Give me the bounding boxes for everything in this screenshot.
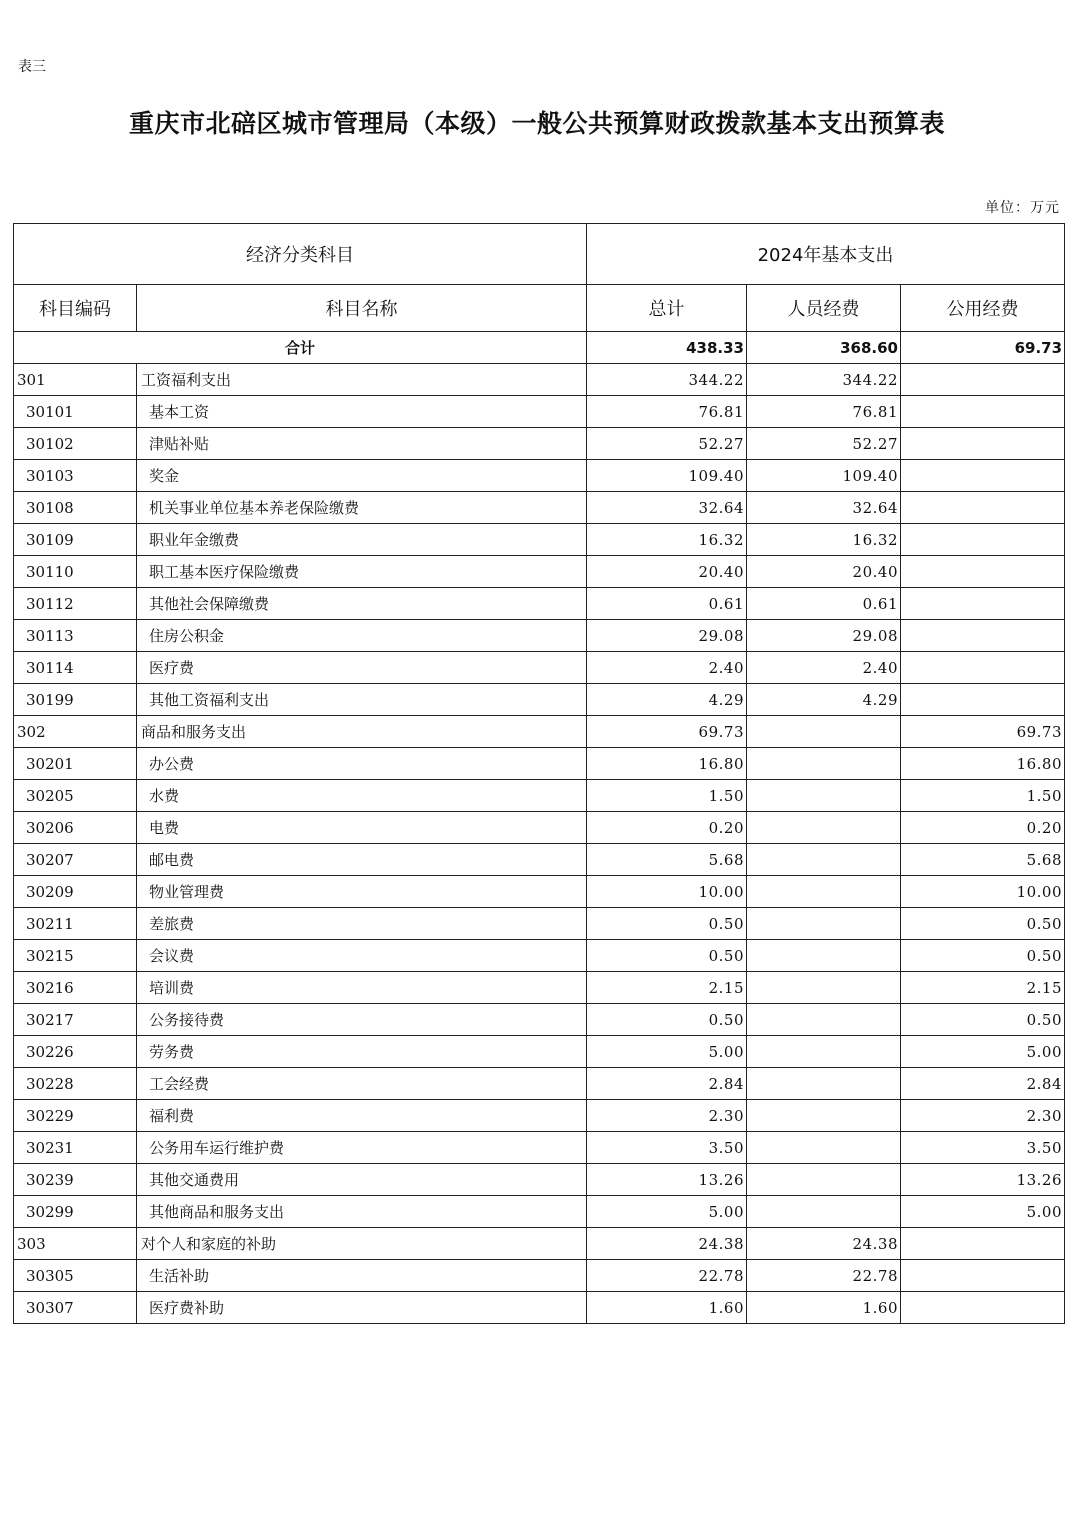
row-code: 30109 <box>14 524 137 556</box>
row-total: 4.29 <box>587 684 747 716</box>
row-personnel: 344.22 <box>747 364 901 396</box>
table-row <box>14 1228 1065 1260</box>
row-public: 2.15 <box>901 972 1065 1004</box>
row-code: 30108 <box>14 492 137 524</box>
row-name: 工资福利支出 <box>137 364 587 396</box>
row-total: 10.00 <box>587 876 747 908</box>
row-personnel: 16.32 <box>747 524 901 556</box>
row-public: 5.00 <box>901 1196 1065 1228</box>
header-code: 科目编码 <box>14 285 137 332</box>
row-code: 30239 <box>14 1164 137 1196</box>
row-total: 22.78 <box>587 1260 747 1292</box>
row-code: 30211 <box>14 908 137 940</box>
row-code: 30205 <box>14 780 137 812</box>
row-public <box>901 492 1065 524</box>
row-code: 302 <box>14 716 137 748</box>
row-public: 3.50 <box>901 1132 1065 1164</box>
table-row <box>14 1068 1065 1100</box>
header-column-row <box>14 285 1065 332</box>
row-name: 职业年金缴费 <box>137 524 587 556</box>
row-total: 0.61 <box>587 588 747 620</box>
row-personnel <box>747 908 901 940</box>
row-name: 职工基本医疗保险缴费 <box>137 556 587 588</box>
row-public: 1.50 <box>901 780 1065 812</box>
row-personnel <box>747 1036 901 1068</box>
row-name: 奖金 <box>137 460 587 492</box>
row-code: 30231 <box>14 1132 137 1164</box>
row-total: 76.81 <box>587 396 747 428</box>
row-public <box>901 1228 1065 1260</box>
total-public: 69.73 <box>901 332 1065 364</box>
row-public: 69.73 <box>901 716 1065 748</box>
row-total: 20.40 <box>587 556 747 588</box>
row-name: 基本工资 <box>137 396 587 428</box>
row-name: 办公费 <box>137 748 587 780</box>
row-code: 30217 <box>14 1004 137 1036</box>
row-total: 0.50 <box>587 940 747 972</box>
header-name: 科目名称 <box>137 285 587 332</box>
row-personnel <box>747 1004 901 1036</box>
row-name: 公务用车运行维护费 <box>137 1132 587 1164</box>
unit-label: 单位：万元 <box>985 200 1060 216</box>
row-public <box>901 524 1065 556</box>
row-public: 2.84 <box>901 1068 1065 1100</box>
row-public <box>901 620 1065 652</box>
row-personnel <box>747 876 901 908</box>
row-code: 30305 <box>14 1260 137 1292</box>
row-name: 差旅费 <box>137 908 587 940</box>
row-code: 30110 <box>14 556 137 588</box>
row-public <box>901 364 1065 396</box>
row-personnel <box>747 780 901 812</box>
row-code: 30215 <box>14 940 137 972</box>
row-code: 30209 <box>14 876 137 908</box>
row-name: 机关事业单位基本养老保险缴费 <box>137 492 587 524</box>
total-label: 合计 <box>14 332 587 364</box>
row-name: 电费 <box>137 812 587 844</box>
row-code: 30201 <box>14 748 137 780</box>
row-personnel: 1.60 <box>747 1292 901 1324</box>
row-code: 30199 <box>14 684 137 716</box>
row-name: 其他工资福利支出 <box>137 684 587 716</box>
budget-table <box>13 223 1065 1324</box>
row-total: 16.32 <box>587 524 747 556</box>
row-total: 5.00 <box>587 1036 747 1068</box>
table-row <box>14 716 1065 748</box>
table-row <box>14 460 1065 492</box>
row-personnel <box>747 1068 901 1100</box>
row-total: 1.50 <box>587 780 747 812</box>
header-total: 总计 <box>587 285 747 332</box>
row-code: 30299 <box>14 1196 137 1228</box>
row-public <box>901 556 1065 588</box>
row-total: 24.38 <box>587 1228 747 1260</box>
row-personnel <box>747 1196 901 1228</box>
row-code: 30114 <box>14 652 137 684</box>
row-name: 生活补助 <box>137 1260 587 1292</box>
row-personnel: 0.61 <box>747 588 901 620</box>
row-personnel <box>747 1164 901 1196</box>
table-row <box>14 812 1065 844</box>
row-total: 3.50 <box>587 1132 747 1164</box>
table-row <box>14 428 1065 460</box>
row-public <box>901 684 1065 716</box>
row-personnel <box>747 844 901 876</box>
row-total: 5.00 <box>587 1196 747 1228</box>
row-personnel: 2.40 <box>747 652 901 684</box>
row-public: 16.80 <box>901 748 1065 780</box>
row-total: 2.84 <box>587 1068 747 1100</box>
row-name: 工会经费 <box>137 1068 587 1100</box>
row-personnel <box>747 716 901 748</box>
row-name: 其他交通费用 <box>137 1164 587 1196</box>
table-row <box>14 748 1065 780</box>
row-personnel <box>747 748 901 780</box>
row-total: 5.68 <box>587 844 747 876</box>
row-public <box>901 460 1065 492</box>
table-row <box>14 684 1065 716</box>
table-row <box>14 364 1065 396</box>
row-personnel: 29.08 <box>747 620 901 652</box>
table-row <box>14 652 1065 684</box>
row-public <box>901 396 1065 428</box>
row-personnel: 20.40 <box>747 556 901 588</box>
row-name: 医疗费补助 <box>137 1292 587 1324</box>
row-personnel <box>747 940 901 972</box>
row-name: 医疗费 <box>137 652 587 684</box>
row-code: 301 <box>14 364 137 396</box>
header-personnel: 人员经费 <box>747 285 901 332</box>
row-total: 1.60 <box>587 1292 747 1324</box>
row-total: 2.40 <box>587 652 747 684</box>
table-row <box>14 1260 1065 1292</box>
row-personnel: 4.29 <box>747 684 901 716</box>
row-public: 0.50 <box>901 940 1065 972</box>
table-row <box>14 1100 1065 1132</box>
row-public: 10.00 <box>901 876 1065 908</box>
total-personnel: 368.60 <box>747 332 901 364</box>
row-personnel <box>747 972 901 1004</box>
row-code: 303 <box>14 1228 137 1260</box>
table-number: 表三 <box>18 59 46 75</box>
row-total: 16.80 <box>587 748 747 780</box>
row-public <box>901 1260 1065 1292</box>
row-code: 30207 <box>14 844 137 876</box>
total-total: 438.33 <box>587 332 747 364</box>
row-public: 0.50 <box>901 908 1065 940</box>
row-total: 0.50 <box>587 1004 747 1036</box>
row-total: 2.30 <box>587 1100 747 1132</box>
row-personnel <box>747 1100 901 1132</box>
row-name: 物业管理费 <box>137 876 587 908</box>
row-personnel <box>747 1132 901 1164</box>
row-personnel <box>747 812 901 844</box>
table-row <box>14 588 1065 620</box>
row-total: 0.20 <box>587 812 747 844</box>
row-code: 30103 <box>14 460 137 492</box>
row-public <box>901 1292 1065 1324</box>
row-public: 0.20 <box>901 812 1065 844</box>
row-total: 29.08 <box>587 620 747 652</box>
row-total: 52.27 <box>587 428 747 460</box>
row-total: 0.50 <box>587 908 747 940</box>
row-public <box>901 588 1065 620</box>
table-row <box>14 780 1065 812</box>
row-personnel: 22.78 <box>747 1260 901 1292</box>
row-code: 30307 <box>14 1292 137 1324</box>
row-code: 30216 <box>14 972 137 1004</box>
row-public: 0.50 <box>901 1004 1065 1036</box>
header-economic-category: 经济分类科目 <box>14 224 587 285</box>
table-row <box>14 524 1065 556</box>
row-code: 30206 <box>14 812 137 844</box>
row-code: 30228 <box>14 1068 137 1100</box>
table-row <box>14 1292 1065 1324</box>
row-name: 公务接待费 <box>137 1004 587 1036</box>
row-total: 344.22 <box>587 364 747 396</box>
row-total: 69.73 <box>587 716 747 748</box>
row-name: 劳务费 <box>137 1036 587 1068</box>
row-name: 福利费 <box>137 1100 587 1132</box>
row-public: 5.00 <box>901 1036 1065 1068</box>
row-code: 30112 <box>14 588 137 620</box>
table-row <box>14 396 1065 428</box>
row-name: 培训费 <box>137 972 587 1004</box>
row-public: 2.30 <box>901 1100 1065 1132</box>
table-row <box>14 1004 1065 1036</box>
table-row <box>14 620 1065 652</box>
row-public: 5.68 <box>901 844 1065 876</box>
row-name: 对个人和家庭的补助 <box>137 1228 587 1260</box>
table-row <box>14 1132 1065 1164</box>
row-personnel: 109.40 <box>747 460 901 492</box>
row-code: 30229 <box>14 1100 137 1132</box>
total-row <box>14 332 1065 364</box>
row-name: 其他社会保障缴费 <box>137 588 587 620</box>
table-body <box>14 332 1065 1324</box>
row-personnel: 52.27 <box>747 428 901 460</box>
row-name: 津贴补贴 <box>137 428 587 460</box>
row-total: 2.15 <box>587 972 747 1004</box>
row-personnel: 24.38 <box>747 1228 901 1260</box>
table-row <box>14 876 1065 908</box>
page-title: 重庆市北碚区城市管理局（本级）一般公共预算财政拨款基本支出预算表 <box>128 109 945 138</box>
row-total: 32.64 <box>587 492 747 524</box>
table-row <box>14 492 1065 524</box>
table-row <box>14 556 1065 588</box>
table-row <box>14 1196 1065 1228</box>
header-basic-expenditure: 2024年基本支出 <box>587 224 1065 285</box>
row-personnel: 32.64 <box>747 492 901 524</box>
header-group-row <box>14 224 1065 285</box>
row-name: 商品和服务支出 <box>137 716 587 748</box>
header-public: 公用经费 <box>901 285 1065 332</box>
row-code: 30102 <box>14 428 137 460</box>
row-name: 邮电费 <box>137 844 587 876</box>
row-personnel: 76.81 <box>747 396 901 428</box>
table-row <box>14 1164 1065 1196</box>
row-name: 其他商品和服务支出 <box>137 1196 587 1228</box>
row-name: 水费 <box>137 780 587 812</box>
table-row <box>14 940 1065 972</box>
row-total: 109.40 <box>587 460 747 492</box>
row-public <box>901 652 1065 684</box>
row-name: 会议费 <box>137 940 587 972</box>
row-name: 住房公积金 <box>137 620 587 652</box>
row-code: 30226 <box>14 1036 137 1068</box>
row-public <box>901 428 1065 460</box>
table-row <box>14 908 1065 940</box>
row-code: 30113 <box>14 620 137 652</box>
row-total: 13.26 <box>587 1164 747 1196</box>
table-row <box>14 972 1065 1004</box>
row-code: 30101 <box>14 396 137 428</box>
table-row <box>14 844 1065 876</box>
row-public: 13.26 <box>901 1164 1065 1196</box>
table-row <box>14 1036 1065 1068</box>
